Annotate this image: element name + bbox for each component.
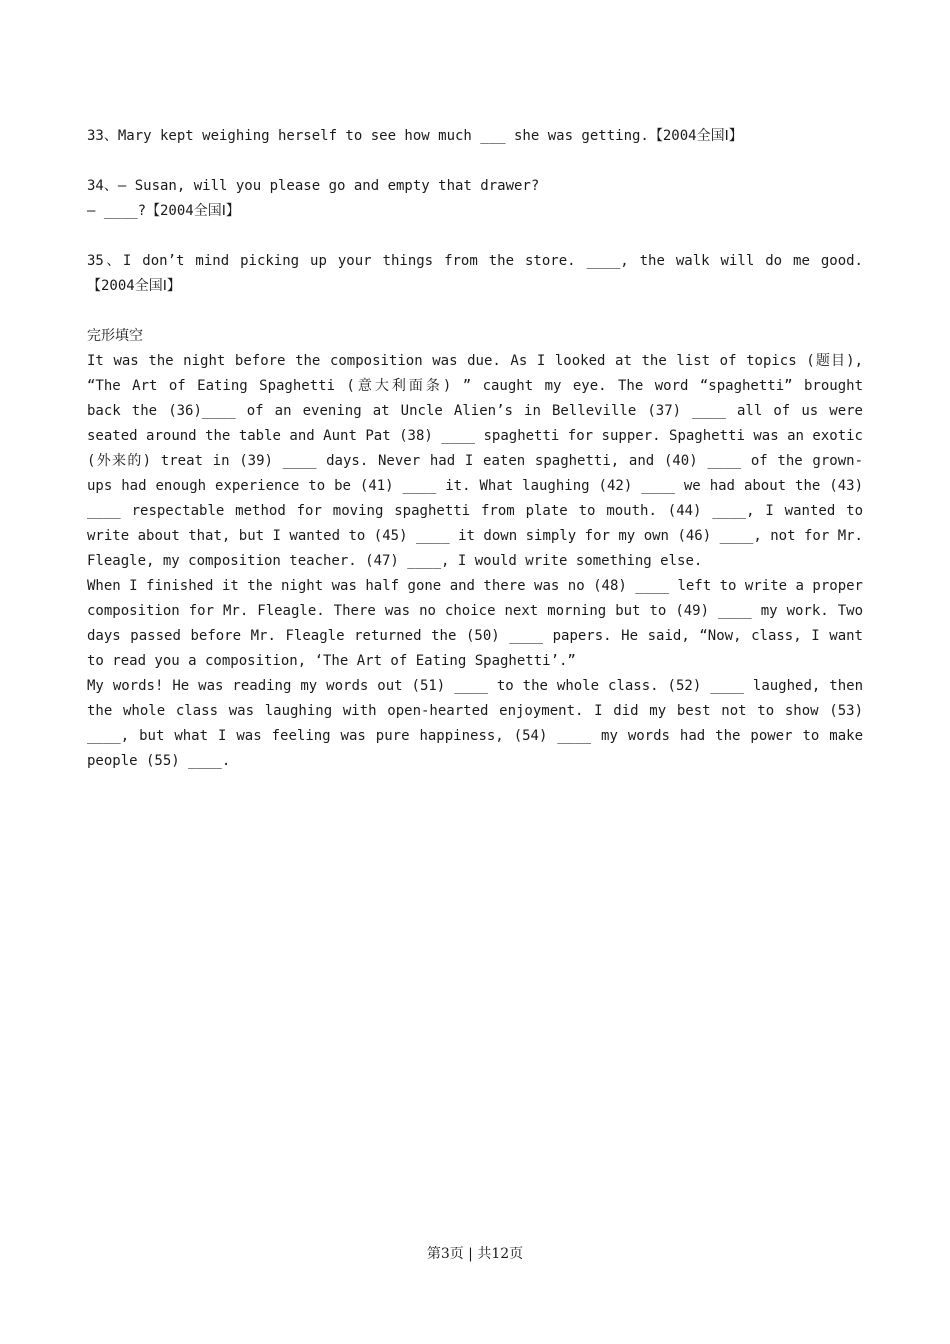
passage-line: the whole class was laughing with open-hearted enjoyment. I did my best not to show (53) (87, 703, 863, 719)
question-35-options (87, 299, 863, 324)
passage-line: ____ respectable method for moving spaghetti from plate to mouth. (44) ____, I wanted to (87, 503, 863, 519)
answer-row-38 (87, 824, 863, 849)
page-footer: 第3页 | 共12页 (426, 1246, 524, 1262)
passage-line: people (55) ____. (87, 753, 231, 769)
answer-row-40 (87, 874, 863, 899)
passage-line: write about that, but I wanted to (45) ____ it down simply for my own (46) ____, not for Mr. (87, 528, 863, 544)
passage-line: ____, but what I was feeling was pure happiness, (54) ____ my words had the power to make (87, 728, 863, 744)
question-34-options (87, 224, 863, 249)
answer-row-52 (87, 1174, 863, 1199)
answer-row-48 (87, 1074, 863, 1099)
passage-line: (外来的) treat in (39) ____ days. Never had I eaten spaghetti, and (40) ____ of the grown- (87, 453, 863, 469)
answer-row-41 (87, 899, 863, 924)
answer-row-47 (87, 1049, 863, 1074)
passage-line: to read you a composition, ‘The Art of Eating Spaghetti’.” (87, 653, 576, 669)
answer-row-51 (87, 1149, 863, 1174)
question-35-source: 【2004全国Ⅰ】 (87, 278, 181, 294)
answer-row-42 (87, 924, 863, 949)
answer-row-49 (87, 1099, 863, 1124)
answer-row-44 (87, 974, 863, 999)
question-33-stem: 33、Mary kept weighing herself to see how much ___ she was getting.【2004全国Ⅰ】 (87, 128, 743, 144)
passage-line: “The Art of Eating Spaghetti (意大利面条) ” caught my eye. The word “spaghetti” brought (87, 378, 863, 394)
passage-line: days passed before Mr. Fleagle returned the (50) ____ papers. He said, “Now, class, I want (87, 628, 863, 644)
passage-line: back the (36)____ of an evening at Uncle Alien’s in Belleville (37) ____ all of us were (87, 403, 863, 419)
answer-row-46 (87, 1024, 863, 1049)
answer-row-39 (87, 849, 863, 874)
passage-line: It was the night before the composition was due. As I looked at the list of topics (题目), (87, 353, 863, 369)
question-33-options (87, 149, 863, 174)
passage-line: Fleagle, my composition teacher. (47) ____, I would write something else. (87, 553, 703, 569)
answer-row-50 (87, 1124, 863, 1149)
passage-line: composition for Mr. Fleagle. There was no choice next morning but to (49) ____ my work. Two (87, 603, 863, 619)
question-34-stem-reply: — ____?【2004全国Ⅰ】 (87, 203, 240, 219)
answer-row-53 (87, 1199, 863, 1224)
passage-line: ups had enough experience to be (41) ____ it. What laughing (42) ____ we had about the (43) (87, 478, 863, 494)
answer-row-43 (87, 949, 863, 974)
answer-row-37 (87, 799, 863, 824)
passage-line: seated around the table and Aunt Pat (38) ____ spaghetti for supper. Spaghetti was an exotic (87, 428, 863, 444)
question-34-stem: 34、— Susan, will you please go and empty that drawer? (87, 178, 540, 194)
question-35-stem: 35、I don’t mind picking up your things from the store. ____, the walk will do me good. (87, 253, 863, 269)
passage-line: My words! He was reading my words out (51) ____ to the whole class. (52) ____ laughed, then (87, 678, 863, 694)
passage-line: When I finished it the night was half gone and there was no (48) ____ left to write a proper (87, 578, 863, 594)
answer-row-45 (87, 999, 863, 1024)
section-heading: 完形填空 (87, 328, 143, 344)
answer-row-36 (87, 774, 863, 799)
